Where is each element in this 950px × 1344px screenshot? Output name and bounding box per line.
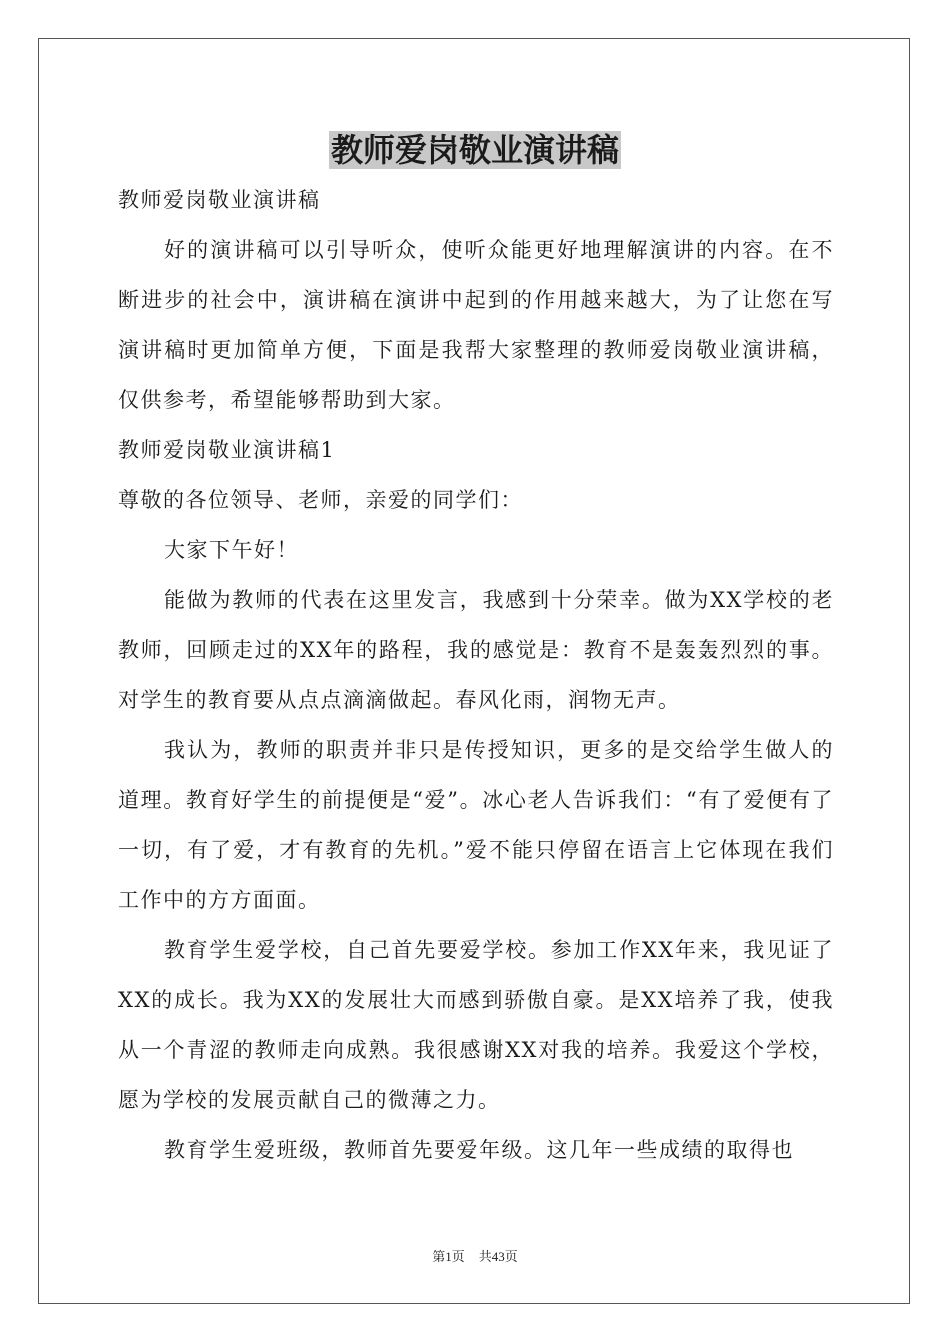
intro-paragraph: 好的演讲稿可以引导听众，使听众能更好地理解演讲的内容。在不断进步的社会中，演讲稿在演讲中起到的作用越来越大，为了让您在写演讲稿时更加简单方便，下面是我帮大家整理的教师爱岗敬业演讲稿，仅供参考，希望能够帮助到大家。 [118,238,834,412]
page-total: 共43页 [478,1249,518,1264]
subtitle-paragraph: 教师爱岗敬业演讲稿 [118,188,321,212]
body-paragraph: 教育学生爱班级，教师首先要爱年级。这几年一些成绩的取得也 [164,1138,794,1162]
document-body [118,175,834,1175]
document-title-text: 教师爱岗敬业演讲稿 [330,131,619,169]
body-paragraph: 教育学生爱学校，自己首先要爱学校。参加工作XX年来，我见证了XX的成长。我为XX的发展壮大而感到骄傲自豪。是XX培养了我，使我从一个青涩的教师走向成熟。我很感谢XX对我的培养。我爱这个学校，愿为学校的发展贡献自己的微薄之力。 [118,938,834,1112]
greeting-paragraph: 大家下午好！ [164,538,299,562]
salutation-paragraph: 尊敬的各位领导、老师，亲爱的同学们： [118,488,523,512]
page-footer [0,1248,950,1266]
section-heading: 教师爱岗敬业演讲稿1 [118,438,336,462]
body-paragraph: 能做为教师的代表在这里发言，我感到十分荣幸。做为XX学校的老教师，回顾走过的XX年的路程，我的感觉是：教育不是轰轰烈烈的事。对学生的教育要从点点滴滴做起。春风化雨，润物无声。 [118,588,834,712]
document-title [0,124,950,176]
body-paragraph: 我认为，教师的职责并非只是传授知识，更多的是交给学生做人的道理。教育好学生的前提便是“爱”。冰心老人告诉我们：“有了爱便有了一切，有了爱，才有教育的先机。”爱不能只停留在语言上它体现在我们工作中的方方面面。 [118,738,834,912]
page-number: 第1页 [432,1249,465,1264]
